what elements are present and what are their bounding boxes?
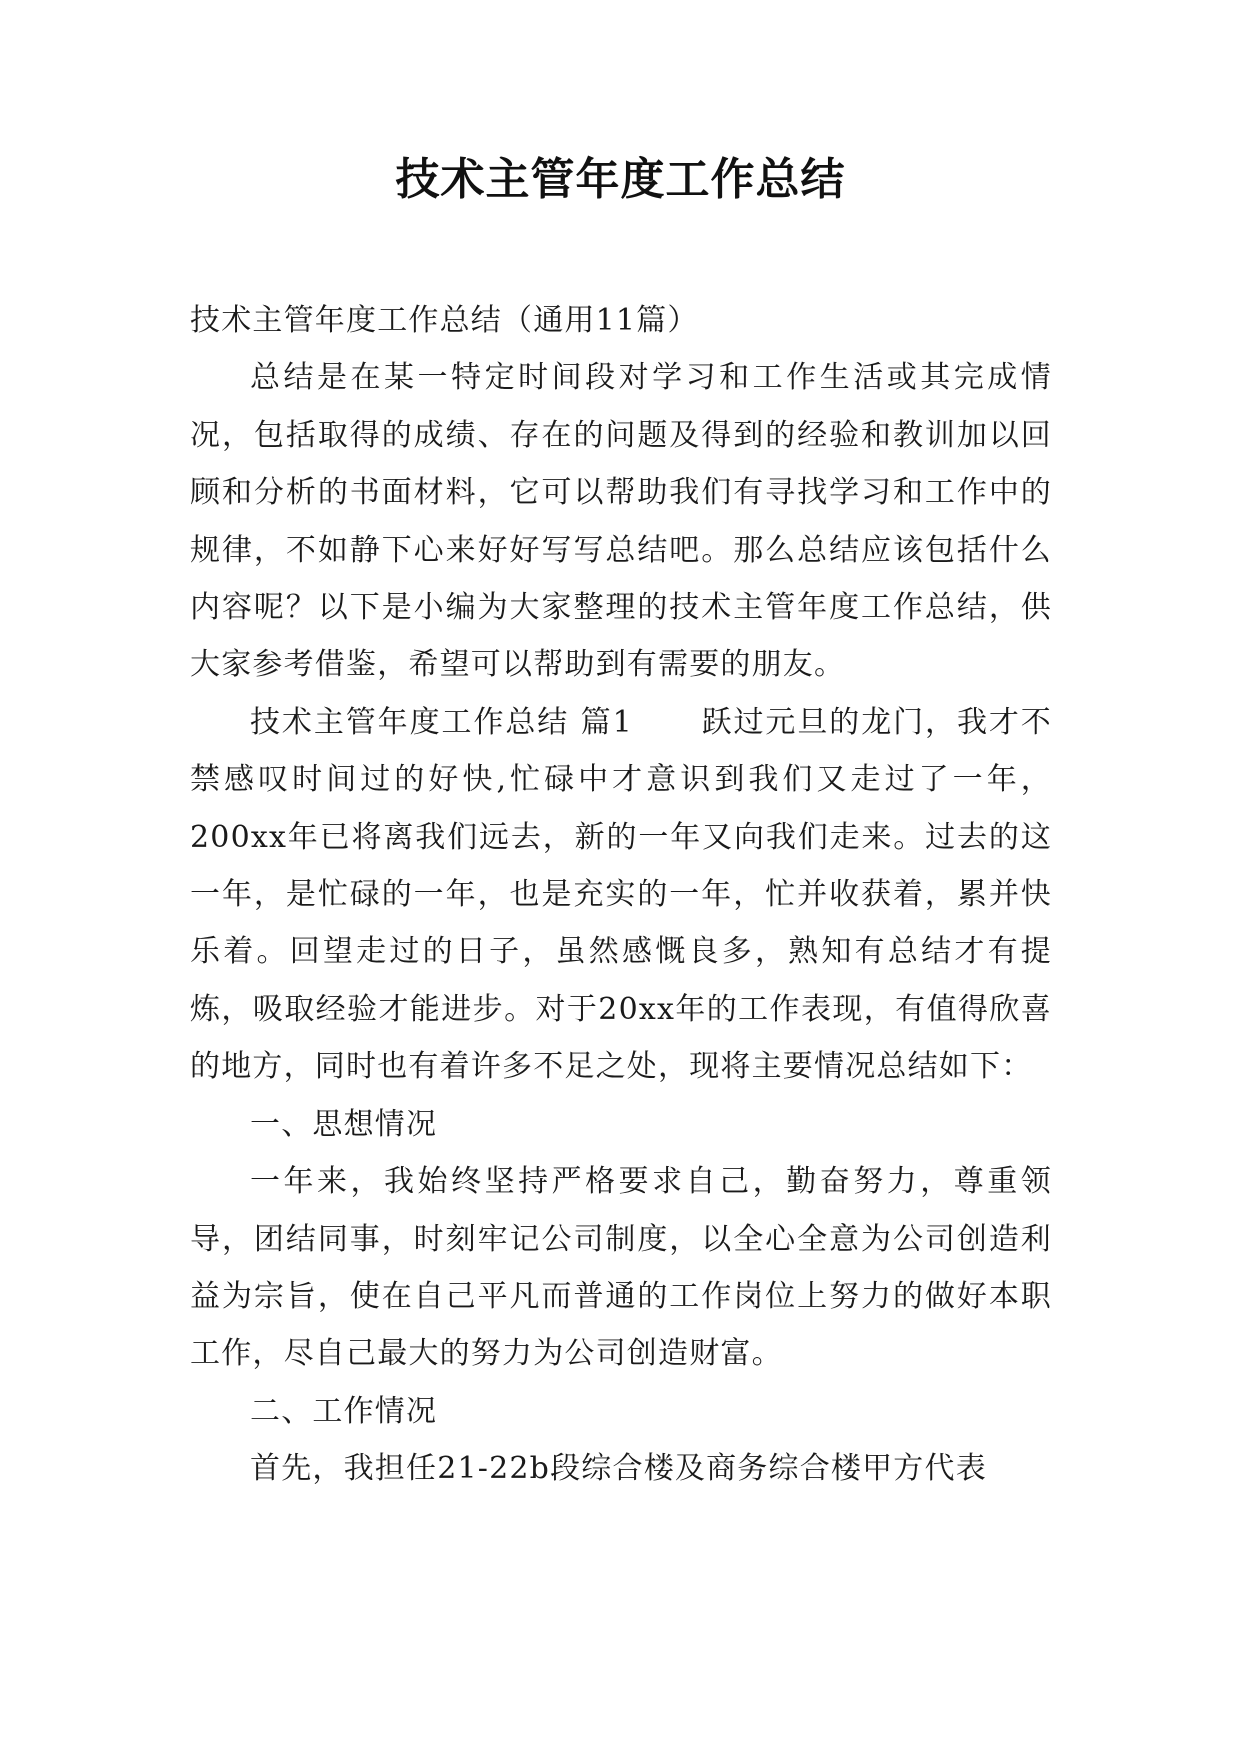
section-1-heading: 一、思想情况 [250, 1106, 438, 1142]
intro-paragraph: 总结是在某一特定时间段对学习和工作生活或其完成情况，包括取得的成绩、存在的问题及得到的经验和教训加以回顾和分析的书面材料，它可以帮助我们有寻找学习和工作中的规律，不如静下心来好好写写总结吧。那么总结应该包括什么内容呢？以下是小编为大家整理的技术主管年度工作总结，供大家参考借鉴，希望可以帮助到有需要的朋友。 [190, 360, 1052, 683]
article-1-label: 技术主管年度工作总结 篇1 [250, 704, 633, 740]
section-2-paragraph: 首先，我担任21-22b段综合楼及商务综合楼甲方代表 [250, 1451, 987, 1487]
article-1-lead: 跃过元旦的龙门，我才不禁感叹时间过的好快,忙碌中才意识到我们又走过了一年，200xx年已将离我们远去，新的一年又向我们走来。过去的这一年，是忙碌的一年，也是充实的一年，忙并收获着，累并快乐着。回望走过的日子，虽然感慨良多，熟知有总结才有提炼，吸取经验才能进步。对于20xx年的工作表现，有值得欣喜的地方，同时也有着许多不足之处，现将主要情况总结如下： [190, 704, 1052, 1085]
section-1-paragraph: 一年来，我始终坚持严格要求自己，勤奋努力，尊重领导，团结同事，时刻牢记公司制度，以全心全意为公司创造利益为宗旨，使在自己平凡而普通的工作岗位上努力的做好本职工作，尽自己最大的努力为公司创造财富。 [190, 1164, 1052, 1372]
document-title: 技术主管年度工作总结 [395, 154, 846, 205]
article-1-paragraph [190, 694, 1052, 1096]
section-2-heading: 二、工作情况 [250, 1393, 438, 1429]
document-body [190, 292, 1052, 1498]
document-subtitle: 技术主管年度工作总结（通用11篇） [190, 303, 699, 338]
